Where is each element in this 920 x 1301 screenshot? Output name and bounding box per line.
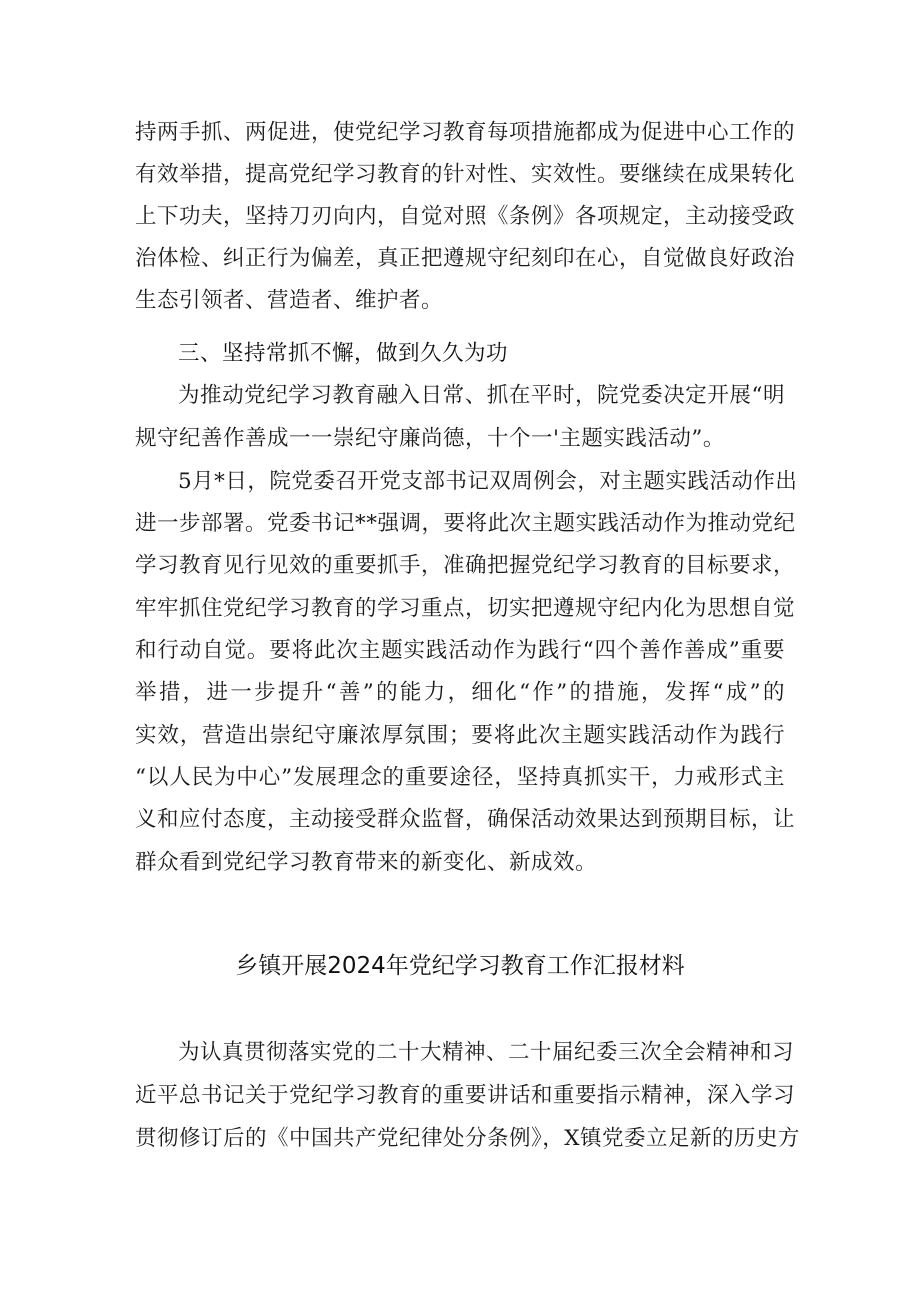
paragraph-line: 牢牢抓住党纪学习教育的学习重点，切实把遵规守纪内化为思想自觉 [135,596,796,621]
paragraph-line: 和行动自觉。要将此次主题实践活动作为践行“四个善作善成”重要 [135,638,785,663]
paragraph-line: 为认真贯彻落实党的二十大精神、二十届纪委三次全会精神和习 [178,1040,795,1065]
paragraph-line: 义和应付态度，主动接受群众监督，确保活动效果达到预期目标，让 [135,807,796,832]
paragraph-line: 有效举措，提高党纪学习教育的针对性、实效性。要继续在成果转化 [135,162,796,187]
paragraph-line: 群众看到党纪学习教育带来的新变化、新成效。 [135,850,598,875]
paragraph-line: 治体检、纠正行为偏差，真正把遵规守纪刻印在心，自觉做良好政治 [135,246,796,271]
paragraph-line: 举措，进一步提升“善”的能力，细化“作”的措施，发挥“成”的 [135,680,785,705]
paragraph-line: 上下功夫，坚持刀刃向内，自觉对照《条例》各项规定，主动接受政 [135,204,796,229]
paragraph-line: 规守纪善作善成一一崇纪守廉尚德，十个一'主题实践活动”。 [135,426,725,451]
paragraph-line: 生态引领者、营造者、维护者。 [135,288,444,313]
section-heading: 三、坚持常抓不懈，做到久久为功 [178,341,509,366]
paragraph-line: 学习教育见行见效的重要抓手，准确把握党纪学习教育的目标要求， [135,553,796,578]
paragraph-line: 持两手抓、两促进，使党纪学习教育每项措施都成为促进中心工作的 [135,120,796,145]
paragraph-line: 近平总书记关于党纪学习教育的重要讲话和重要指示精神，深入学习 [135,1083,796,1108]
paragraph-line: 实效，营造出崇纪守廉浓厚氛围；要将此次主题实践活动作为践行 [135,723,785,748]
paragraph-line: “以人民为中心”发展理念的重要途径，坚持真抓实干，力戒形式主 [135,765,785,790]
paragraph-line: 为推动党纪学习教育融入日常、抓在平时，院党委决定开展“明 [178,383,785,408]
paragraph-line: 5月*日，院党委召开党支部书记双周例会，对主题实践活动作出 [178,469,798,494]
paragraph-line: 贯彻修订后的《中国共产党纪律处分条例》，X镇党委立足新的历史方 [135,1126,801,1151]
paragraph-line: 进一步部署。党委书记**强调，要将此次主题实践活动作为推动党纪 [135,511,796,536]
article-title: 乡镇开展2024年党纪学习教育工作汇报材料 [235,953,685,979]
